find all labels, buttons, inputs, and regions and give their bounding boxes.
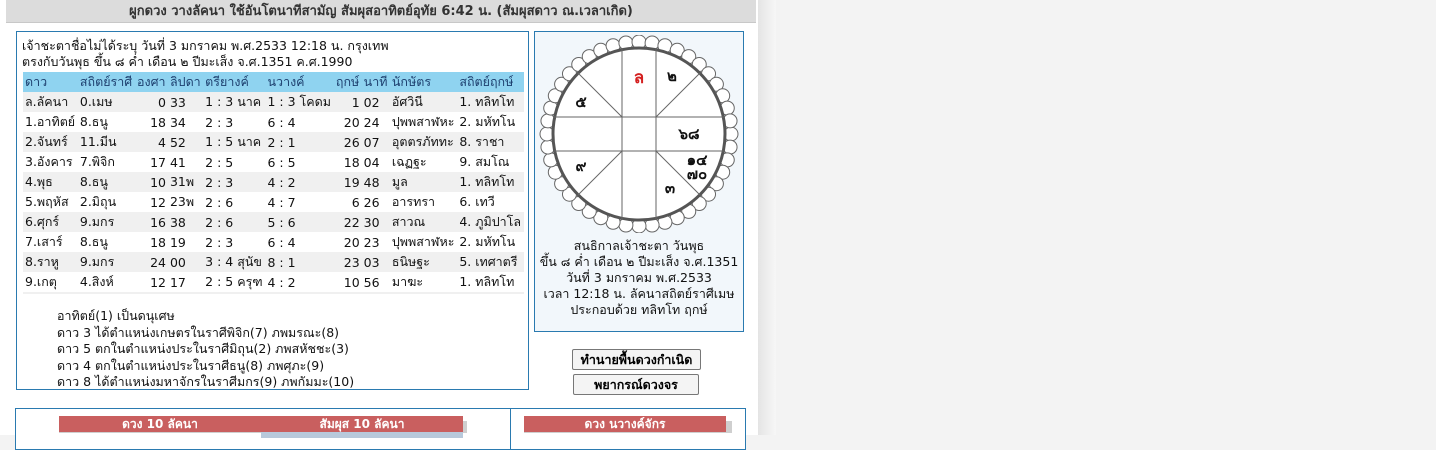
table-cell: 7.เสาร์ [23, 232, 78, 252]
table-cell: 2 : 5 [203, 152, 265, 172]
table-cell: 2 : 6 [203, 192, 265, 212]
chart-caption-line: ขึ้น ๘ ค่ำ เดือน ๒ ปีมะเส็ง จ.ศ.1351 [539, 254, 739, 269]
chart-caption-line: วันที่ 3 มกราคม พ.ศ.2533 [566, 270, 712, 285]
birth-reading-button[interactable]: ทำนายพื้นดวงกำเนิด [572, 349, 701, 370]
table-cell: 20 [334, 112, 362, 132]
horoscope-chart-panel [534, 31, 744, 332]
table-row [23, 172, 524, 192]
table-cell: ปุพพสาฬหะ [390, 112, 457, 132]
chart-caption-line: สนธิกาลเจ้าชะตา วันพุธ [573, 238, 705, 253]
table-cell: 1. ทลิทโท [457, 272, 524, 292]
page-title: ผูกดวง วางลัคนา ใช้อันโตนาทีสามัญ สัมผุสอาทิตย์อุทัย 6:42 น. (สัมผุสดาว ณ.เวลาเกิด) [6, 0, 756, 23]
table-cell: 41 [168, 152, 203, 172]
table-cell: 52 [168, 132, 203, 152]
table-cell: 5.พฤหัส [23, 192, 78, 212]
table-cell: 16 [135, 212, 168, 232]
column-header: นักษัตร [390, 72, 457, 92]
table-cell: 2 : 3 [203, 232, 265, 252]
table-cell: 2 : 6 [203, 212, 265, 232]
column-header: ตรียางค์ [203, 72, 265, 92]
table-cell: 8.ธนู [78, 112, 135, 132]
note-line: ดาว 3 ได้ตำแหน่งเกษตรในราศีพิจิก(7) ภพมรณะ(8) [57, 325, 340, 340]
table-cell: 3 : 4 สุนัข [203, 252, 265, 272]
table-cell: อุตตรภัททะ [390, 132, 457, 152]
table-cell: 02 [362, 92, 390, 112]
table-cell: 1 [334, 92, 362, 112]
table-cell: 12 [135, 272, 168, 292]
table-cell: 9.มกร [78, 252, 135, 272]
table-cell: 30 [362, 212, 390, 232]
table-cell: 18 [334, 152, 362, 172]
table-cell: 2 : 3 [203, 172, 265, 192]
table-cell: 2.มิถุน [78, 192, 135, 212]
table-cell: สาวณ [390, 212, 457, 232]
house-label: ๑๔ [686, 151, 708, 169]
table-cell: 3.อังคาร [23, 152, 78, 172]
table-cell: 6.ศุกร์ [23, 212, 78, 232]
table-cell: 19 [334, 172, 362, 192]
table-row [23, 212, 524, 232]
table-row [23, 112, 524, 132]
table-cell: 6 : 4 [266, 232, 334, 252]
table-cell: 26 [362, 192, 390, 212]
table-cell: 23พ [168, 192, 203, 212]
transit-forecast-button[interactable]: พยากรณ์ดวงจร [573, 374, 699, 395]
table-cell: 23 [334, 252, 362, 272]
table-cell: 4.พุธ [23, 172, 78, 192]
table-cell: 1.อาทิตย์ [23, 112, 78, 132]
table-cell: 24 [135, 252, 168, 272]
table-cell: มูล [390, 172, 457, 192]
table-cell: 9. สมโณ [457, 152, 524, 172]
table-cell: 24 [362, 112, 390, 132]
house-label: ๓ [664, 179, 676, 197]
table-cell: 2 : 1 [266, 132, 334, 152]
table-cell: 2 : 5 ครุฑ [203, 272, 265, 292]
table-cell: เฉฏฐะ [390, 152, 457, 172]
table-cell: 38 [168, 212, 203, 232]
table-cell: 7.พิจิก [78, 152, 135, 172]
table-cell: 4 : 7 [266, 192, 334, 212]
calendar-info: ตรงกับวันพุธ ขึ้น ๘ ค่ำ เดือน ๒ ปีมะเส็ง จ.ศ.1351 ค.ศ.1990 [22, 54, 353, 69]
table-cell: 23 [362, 232, 390, 252]
note-line: อาทิตย์(1) เป็นดนุเศษ [57, 308, 175, 323]
ten-lagna-chart-header: ดวง 10 ลัคนา [59, 416, 261, 432]
table-cell: 31พ [168, 172, 203, 192]
table-cell: 4. ภูมิปาโล [457, 212, 524, 232]
table-cell: 33 [168, 92, 203, 112]
table-cell: 48 [362, 172, 390, 192]
table-cell: 12 [135, 192, 168, 212]
chart-caption-line: ประกอบด้วย ทลิทโท ฤกษ์ [570, 302, 708, 317]
ten-lagna-position-header: สัมผุส 10 ลัคนา [261, 416, 463, 432]
subject-info: เจ้าชะตาชื่อไม่ได้ระบุ วันที่ 3 มกราคม พ.ศ.2533 12:18 น. กรุงเทพ [22, 38, 389, 53]
table-cell: 20 [334, 232, 362, 252]
table-cell: 10 [135, 172, 168, 192]
table-cell: 9.มกร [78, 212, 135, 232]
table-cell: 2. มหัทโน [457, 112, 524, 132]
house-label: ๕ [575, 93, 587, 111]
table-cell: อัศวินี [390, 92, 457, 112]
table-cell: 22 [334, 212, 362, 232]
planet-table-panel [16, 31, 529, 295]
table-cell: ล.ลัคนา [23, 92, 78, 112]
table-cell: 9.เกตุ [23, 272, 78, 292]
table-cell: 1 : 3 นาค [203, 92, 265, 112]
table-cell: 5 : 6 [266, 212, 334, 232]
table-cell: 0 [135, 92, 168, 112]
table-cell: 18 [135, 112, 168, 132]
table-cell: 1. ทลิทโท [457, 172, 524, 192]
column-header: ลิปดา [168, 72, 203, 92]
navamsa-chart-header: ดวง นวางค์จักร [524, 416, 726, 432]
table-cell: 4 : 2 [266, 272, 334, 292]
table-cell: 4 [135, 132, 168, 152]
table-cell: 6 : 4 [266, 112, 334, 132]
table-cell: ปุพพสาฬหะ [390, 232, 457, 252]
table-cell: 8.ราหู [23, 252, 78, 272]
table-row [23, 272, 524, 292]
table-cell: 04 [362, 152, 390, 172]
note-line: ดาว 8 ได้ตำแหน่งมหาจักรในราศีมกร(9) ภพกัมมะ(10) [57, 374, 355, 389]
table-cell: 03 [362, 252, 390, 272]
table-cell: 8 : 1 [266, 252, 334, 272]
table-row [23, 152, 524, 172]
table-cell: 8.ธนู [78, 232, 135, 252]
chart-caption-line: เวลา 12:18 น. ลัคนาสถิตย์ราศีเมษ [543, 286, 735, 301]
table-cell: 8.ธนู [78, 172, 135, 192]
page-edge-shadow [758, 0, 776, 435]
table-cell: อารทรา [390, 192, 457, 212]
table-header-row [23, 72, 524, 92]
table-cell: 6 : 5 [266, 152, 334, 172]
table-cell: 6. เทวี [457, 192, 524, 212]
note-line: ดาว 5 ตกในตำแหน่งประในราศีมิถุน(2) ภพสหัชชะ(3) [57, 341, 349, 356]
column-header: องศา [135, 72, 168, 92]
table-cell: 1. ทลิทโท [457, 92, 524, 112]
lagna-tables-panel [15, 408, 746, 450]
column-header: นาที [362, 72, 390, 92]
table-row [23, 92, 524, 112]
table-cell: 4 : 2 [266, 172, 334, 192]
column-header: สถิตย์ฤกษ์ [457, 72, 524, 92]
table-subheader [261, 432, 463, 438]
house-label: ๖๘ [678, 125, 700, 143]
table-row [23, 132, 524, 152]
table-cell: 11.มีน [78, 132, 135, 152]
column-header: สถิตย์ราศี [78, 72, 135, 92]
table-cell: 6 [334, 192, 362, 212]
table-cell: 18 [135, 232, 168, 252]
table-cell: 17 [168, 272, 203, 292]
table-cell: 5. เทศาตรี [457, 252, 524, 272]
table-row [23, 192, 524, 212]
table-cell: 0.เมษ [78, 92, 135, 112]
house-label-lagna: ล [633, 68, 645, 88]
planet-table [23, 72, 524, 312]
table-cell: ธนิษฐะ [390, 252, 457, 272]
house-label: ๗๐ [686, 165, 708, 183]
table-cell: 8. ราชา [457, 132, 524, 152]
table-cell: 10 [334, 272, 362, 292]
table-cell: 00 [168, 252, 203, 272]
table-cell: 2 : 3 [203, 112, 265, 132]
table-cell: 1 : 5 นาค [203, 132, 265, 152]
table-cell: มาฆะ [390, 272, 457, 292]
table-row [23, 252, 524, 272]
house-label: ๙ [575, 157, 587, 175]
table-cell: 34 [168, 112, 203, 132]
house-label: ๒ [667, 67, 677, 85]
table-cell: 2.จันทร์ [23, 132, 78, 152]
table-cell: 2. มหัทโน [457, 232, 524, 252]
table-row [23, 232, 524, 252]
table-cell: 26 [334, 132, 362, 152]
table-cell: 4.สิงห์ [78, 272, 135, 292]
table-cell: 56 [362, 272, 390, 292]
table-cell: 17 [135, 152, 168, 172]
table-cell: 1 : 3 โคดม [266, 92, 334, 112]
panel-divider [510, 409, 511, 449]
note-line: ดาว 4 ตกในตำแหน่งประในราศีธนู(8) ภพศุภะ(9) [57, 358, 325, 373]
horoscope-wheel [539, 35, 739, 233]
table-body [23, 92, 524, 312]
column-header: นวางค์ [266, 72, 334, 92]
notes-panel [16, 294, 529, 390]
column-header: ดาว [23, 72, 78, 92]
column-header: ฤกษ์ [334, 72, 362, 92]
table-cell: 19 [168, 232, 203, 252]
table-cell: 07 [362, 132, 390, 152]
